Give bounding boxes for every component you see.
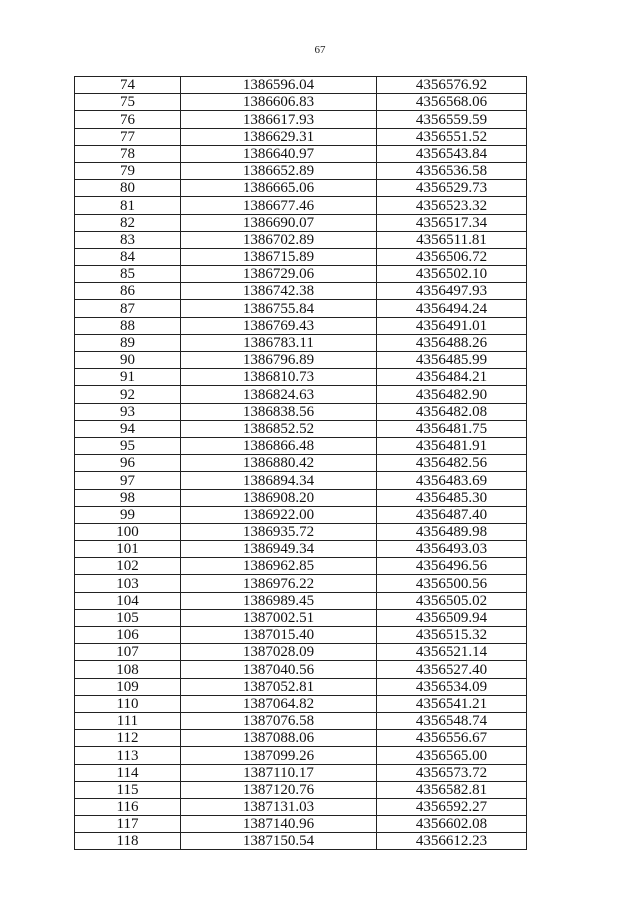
point-number-cell: 104 [75,592,181,609]
table-row [75,558,527,575]
x-coordinate-cell: 1387150.54 [181,833,377,850]
point-number-cell: 87 [75,300,181,317]
x-coordinate-cell: 1386729.06 [181,266,377,283]
y-coordinate-cell: 4356494.24 [377,300,527,317]
x-coordinate-cell: 1387120.76 [181,781,377,798]
x-coordinate-cell: 1387028.09 [181,644,377,661]
table-row [75,816,527,833]
x-coordinate-cell: 1387110.17 [181,764,377,781]
point-number-cell: 77 [75,128,181,145]
x-coordinate-cell: 1386783.11 [181,334,377,351]
y-coordinate-cell: 4356543.84 [377,145,527,162]
y-coordinate-cell: 4356565.00 [377,747,527,764]
y-coordinate-cell: 4356500.56 [377,575,527,592]
table-row [75,489,527,506]
y-coordinate-cell: 4356509.94 [377,609,527,626]
y-coordinate-cell: 4356489.98 [377,523,527,540]
point-number-cell: 113 [75,747,181,764]
point-number-cell: 81 [75,197,181,214]
table-row [75,145,527,162]
table-row [75,472,527,489]
x-coordinate-cell: 1387052.81 [181,678,377,695]
x-coordinate-cell: 1387064.82 [181,695,377,712]
y-coordinate-cell: 4356487.40 [377,506,527,523]
y-coordinate-cell: 4356517.34 [377,214,527,231]
table-row [75,609,527,626]
point-number-cell: 83 [75,231,181,248]
point-number-cell: 118 [75,833,181,850]
y-coordinate-cell: 4356515.32 [377,627,527,644]
point-number-cell: 75 [75,94,181,111]
point-number-cell: 95 [75,437,181,454]
point-number-cell: 109 [75,678,181,695]
y-coordinate-cell: 4356485.99 [377,352,527,369]
y-coordinate-cell: 4356497.93 [377,283,527,300]
point-number-cell: 98 [75,489,181,506]
x-coordinate-cell: 1386935.72 [181,523,377,540]
point-number-cell: 110 [75,695,181,712]
table-row [75,678,527,695]
y-coordinate-cell: 4356484.21 [377,369,527,386]
table-row [75,695,527,712]
y-coordinate-cell: 4356556.67 [377,730,527,747]
x-coordinate-cell: 1387002.51 [181,609,377,626]
y-coordinate-cell: 4356493.03 [377,541,527,558]
table-row [75,575,527,592]
coordinates-table-body [75,77,527,850]
table-row [75,712,527,729]
point-number-cell: 115 [75,781,181,798]
x-coordinate-cell: 1386810.73 [181,369,377,386]
point-number-cell: 79 [75,162,181,179]
x-coordinate-cell: 1387140.96 [181,816,377,833]
y-coordinate-cell: 4356482.90 [377,386,527,403]
point-number-cell: 91 [75,369,181,386]
table-row [75,94,527,111]
table-row [75,541,527,558]
x-coordinate-cell: 1386596.04 [181,77,377,94]
x-coordinate-cell: 1387015.40 [181,627,377,644]
table-row [75,437,527,454]
x-coordinate-cell: 1386690.07 [181,214,377,231]
y-coordinate-cell: 4356521.14 [377,644,527,661]
table-row [75,661,527,678]
point-number-cell: 84 [75,248,181,265]
point-number-cell: 111 [75,712,181,729]
y-coordinate-cell: 4356527.40 [377,661,527,678]
point-number-cell: 89 [75,334,181,351]
point-number-cell: 88 [75,317,181,334]
point-number-cell: 102 [75,558,181,575]
table-row [75,627,527,644]
point-number-cell: 100 [75,523,181,540]
x-coordinate-cell: 1386989.45 [181,592,377,609]
x-coordinate-cell: 1386652.89 [181,162,377,179]
table-row [75,128,527,145]
point-number-cell: 92 [75,386,181,403]
table-row [75,369,527,386]
x-coordinate-cell: 1386640.97 [181,145,377,162]
table-row [75,283,527,300]
table-row [75,214,527,231]
y-coordinate-cell: 4356582.81 [377,781,527,798]
y-coordinate-cell: 4356491.01 [377,317,527,334]
y-coordinate-cell: 4356612.23 [377,833,527,850]
y-coordinate-cell: 4356559.59 [377,111,527,128]
point-number-cell: 99 [75,506,181,523]
point-number-cell: 103 [75,575,181,592]
point-number-cell: 96 [75,455,181,472]
table-row [75,455,527,472]
point-number-cell: 116 [75,798,181,815]
table-row [75,352,527,369]
table-row [75,111,527,128]
y-coordinate-cell: 4356481.75 [377,420,527,437]
point-number-cell: 76 [75,111,181,128]
y-coordinate-cell: 4356511.81 [377,231,527,248]
x-coordinate-cell: 1387040.56 [181,661,377,678]
point-number-cell: 97 [75,472,181,489]
y-coordinate-cell: 4356551.52 [377,128,527,145]
table-row [75,420,527,437]
table-row [75,798,527,815]
y-coordinate-cell: 4356488.26 [377,334,527,351]
x-coordinate-cell: 1386796.89 [181,352,377,369]
x-coordinate-cell: 1386894.34 [181,472,377,489]
y-coordinate-cell: 4356482.08 [377,403,527,420]
x-coordinate-cell: 1386908.20 [181,489,377,506]
x-coordinate-cell: 1386629.31 [181,128,377,145]
x-coordinate-cell: 1386665.06 [181,180,377,197]
point-number-cell: 85 [75,266,181,283]
table-row [75,833,527,850]
point-number-cell: 108 [75,661,181,678]
point-number-cell: 78 [75,145,181,162]
table-row [75,764,527,781]
y-coordinate-cell: 4356568.06 [377,94,527,111]
x-coordinate-cell: 1386880.42 [181,455,377,472]
x-coordinate-cell: 1386824.63 [181,386,377,403]
x-coordinate-cell: 1386852.52 [181,420,377,437]
point-number-cell: 94 [75,420,181,437]
point-number-cell: 105 [75,609,181,626]
x-coordinate-cell: 1386677.46 [181,197,377,214]
table-row [75,386,527,403]
table-row [75,730,527,747]
y-coordinate-cell: 4356602.08 [377,816,527,833]
point-number-cell: 90 [75,352,181,369]
y-coordinate-cell: 4356576.92 [377,77,527,94]
table-row [75,747,527,764]
point-number-cell: 101 [75,541,181,558]
y-coordinate-cell: 4356529.73 [377,180,527,197]
table-row [75,231,527,248]
y-coordinate-cell: 4356502.10 [377,266,527,283]
x-coordinate-cell: 1386922.00 [181,506,377,523]
table-row [75,334,527,351]
x-coordinate-cell: 1386715.89 [181,248,377,265]
table-row [75,266,527,283]
table-row [75,197,527,214]
table-row [75,506,527,523]
x-coordinate-cell: 1387088.06 [181,730,377,747]
y-coordinate-cell: 4356506.72 [377,248,527,265]
x-coordinate-cell: 1386962.85 [181,558,377,575]
table-row [75,781,527,798]
point-number-cell: 117 [75,816,181,833]
table-row [75,248,527,265]
x-coordinate-cell: 1386606.83 [181,94,377,111]
table-row [75,523,527,540]
point-number-cell: 74 [75,77,181,94]
point-number-cell: 93 [75,403,181,420]
table-row [75,180,527,197]
x-coordinate-cell: 1386742.38 [181,283,377,300]
point-number-cell: 106 [75,627,181,644]
point-number-cell: 112 [75,730,181,747]
y-coordinate-cell: 4356548.74 [377,712,527,729]
x-coordinate-cell: 1386617.93 [181,111,377,128]
table-row [75,300,527,317]
table-row [75,317,527,334]
x-coordinate-cell: 1386976.22 [181,575,377,592]
table-row [75,644,527,661]
point-number-cell: 82 [75,214,181,231]
x-coordinate-cell: 1386702.89 [181,231,377,248]
point-number-cell: 86 [75,283,181,300]
table-row [75,77,527,94]
y-coordinate-cell: 4356541.21 [377,695,527,712]
table-row [75,403,527,420]
y-coordinate-cell: 4356592.27 [377,798,527,815]
table-row [75,162,527,179]
point-number-cell: 80 [75,180,181,197]
y-coordinate-cell: 4356485.30 [377,489,527,506]
y-coordinate-cell: 4356523.32 [377,197,527,214]
x-coordinate-cell: 1387099.26 [181,747,377,764]
x-coordinate-cell: 1386866.48 [181,437,377,454]
table-row [75,592,527,609]
y-coordinate-cell: 4356482.56 [377,455,527,472]
x-coordinate-cell: 1387131.03 [181,798,377,815]
x-coordinate-cell: 1386949.34 [181,541,377,558]
x-coordinate-cell: 1386755.84 [181,300,377,317]
y-coordinate-cell: 4356573.72 [377,764,527,781]
y-coordinate-cell: 4356481.91 [377,437,527,454]
y-coordinate-cell: 4356483.69 [377,472,527,489]
x-coordinate-cell: 1387076.58 [181,712,377,729]
y-coordinate-cell: 4356496.56 [377,558,527,575]
x-coordinate-cell: 1386838.56 [181,403,377,420]
y-coordinate-cell: 4356536.58 [377,162,527,179]
point-number-cell: 107 [75,644,181,661]
point-number-cell: 114 [75,764,181,781]
x-coordinate-cell: 1386769.43 [181,317,377,334]
y-coordinate-cell: 4356534.09 [377,678,527,695]
y-coordinate-cell: 4356505.02 [377,592,527,609]
coordinates-table [74,76,527,850]
page-number: 67 [314,44,326,56]
